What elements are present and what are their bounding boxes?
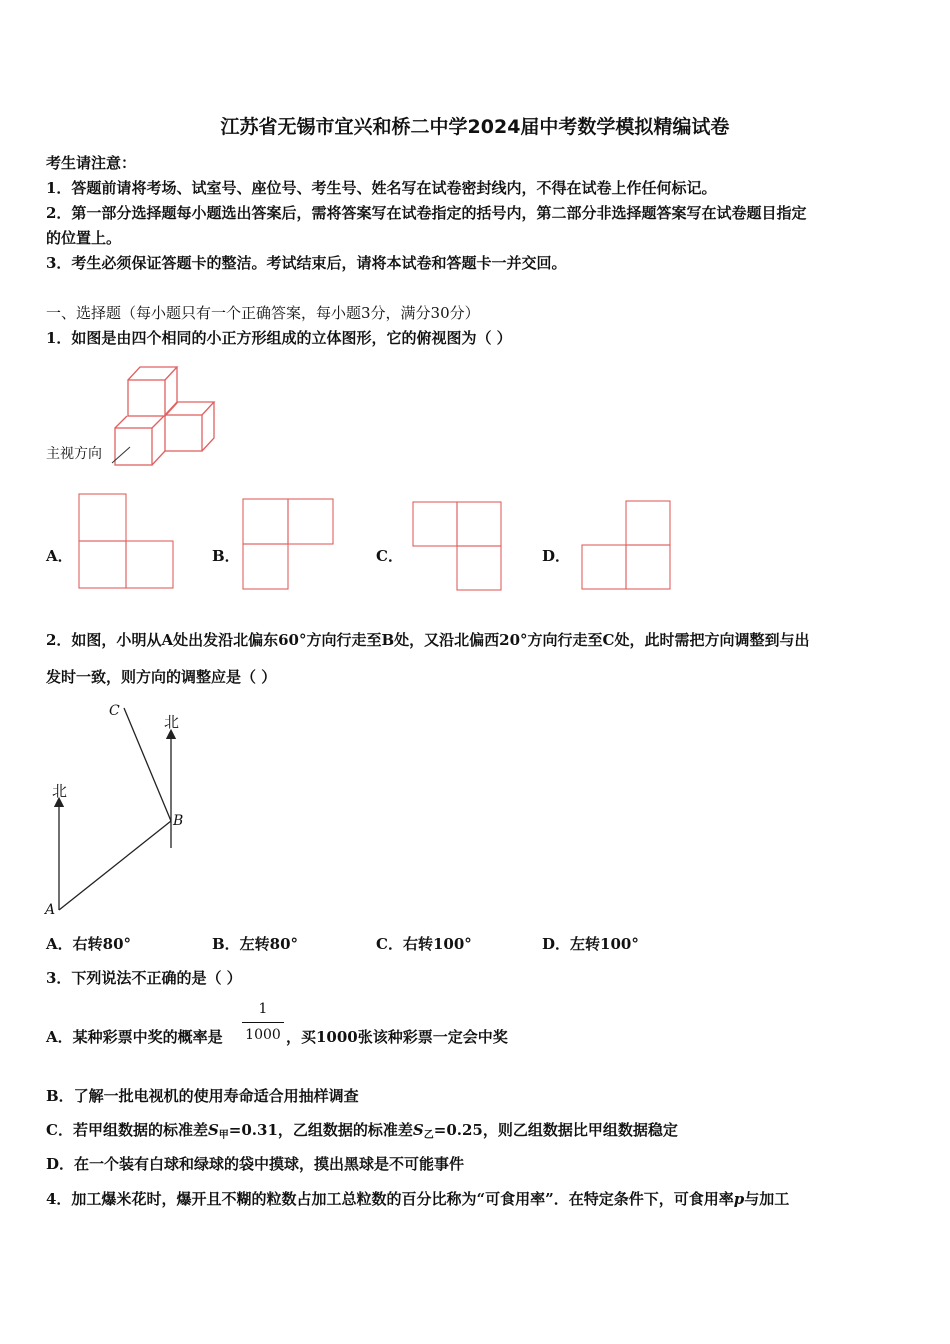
q3-option-b[interactable]: B．了解一批电视机的使用寿命适合用抽样调查 bbox=[46, 1087, 359, 1105]
notice-item-2-cont: 的位置上。 bbox=[46, 229, 122, 247]
notice-item-1: 1．答题前请将考场、试室号、座位号、考生号、姓名写在试卷密封线内，不得在试卷上作任何标记。 bbox=[46, 179, 717, 197]
view-direction-label: 主视方向 bbox=[46, 446, 102, 462]
std-dev-sub-1: 甲 bbox=[218, 1130, 229, 1141]
notice-item-2: 2．第一部分选择题每小题选出答案后，需将答案写在试卷指定的括号内，第二部分非选择题答案写在试卷题目指定 bbox=[46, 204, 807, 222]
q1-option-b-label: B． bbox=[212, 547, 240, 565]
q2-option-c[interactable]: C．右转100° bbox=[376, 935, 472, 953]
q3-option-c-mid: =0.31，乙组数据的标准差 bbox=[228, 1121, 413, 1139]
q2-option-b[interactable]: B．左转80° bbox=[212, 935, 299, 953]
q2-option-d[interactable]: D．左转100° bbox=[542, 935, 639, 953]
page-title: 江苏省无锡市宜兴和桥二中学2024届中考数学模拟精编试卷 bbox=[220, 116, 730, 138]
q3-option-a-suffix: ，买1000张该种彩票一定会中奖 bbox=[286, 1028, 508, 1046]
notice-heading: 考生请注意： bbox=[46, 154, 137, 172]
fraction-denominator: 1000 bbox=[245, 1027, 281, 1043]
q2-option-a[interactable]: A．右转80° bbox=[46, 935, 132, 953]
q1-option-d-label: D． bbox=[542, 547, 571, 565]
q1-stem: 1．如图是由四个相同的小正方形组成的立体图形，它的俯视图为（ ） bbox=[46, 329, 512, 347]
std-dev-sub-2: 乙 bbox=[423, 1130, 434, 1141]
q2-stem-line1: 2．如图，小明从A处出发沿北偏东60°方向行走至B处，又沿北偏西20°方向行走至C处，此时需把方向调整到与出 bbox=[46, 631, 810, 649]
q4-stem-prefix: 4．加工爆米花时，爆开且不糊的粒数占加工总粒数的百分比称为“可食用率”．在特定条件下，可食用率 bbox=[46, 1190, 734, 1208]
q1-option-c-label: C． bbox=[376, 547, 403, 565]
point-c-label: C bbox=[109, 703, 120, 719]
q4-stem bbox=[46, 1188, 789, 1209]
point-a-label: A bbox=[45, 902, 56, 918]
fraction-numerator: 1 bbox=[258, 1001, 268, 1017]
fraction-bar bbox=[242, 1022, 284, 1023]
north-label-b: 北 bbox=[164, 713, 180, 731]
q4-stem-suffix: 与加工 bbox=[744, 1190, 790, 1208]
std-dev-symbol-1: S bbox=[207, 1121, 219, 1139]
q1-option-b-figure[interactable] bbox=[242, 498, 336, 592]
q3-stem: 3．下列说法不正确的是（ ） bbox=[46, 969, 242, 987]
q1-option-d-figure[interactable] bbox=[580, 500, 674, 594]
section-heading: 一、选择题（每小题只有一个正确答案，每小题3分，满分30分） bbox=[46, 304, 480, 322]
q3-option-d[interactable]: D．在一个装有白球和绿球的袋中摸球，摸出黑球是不可能事件 bbox=[46, 1155, 465, 1173]
q4-variable-p: p bbox=[733, 1190, 745, 1208]
q3-option-a-prefix[interactable]: A．某种彩票中奖的概率是 bbox=[46, 1028, 223, 1046]
std-dev-symbol-2: S bbox=[412, 1121, 424, 1139]
q3-option-c-prefix: C．若甲组数据的标准差 bbox=[46, 1121, 208, 1139]
q1-option-a-figure[interactable] bbox=[78, 493, 176, 591]
q1-option-c-figure[interactable] bbox=[412, 501, 504, 593]
north-label-a: 北 bbox=[52, 782, 68, 800]
q1-cube-figure bbox=[100, 360, 230, 475]
point-b-label: B bbox=[173, 813, 184, 829]
q1-option-a-label: A． bbox=[46, 547, 73, 565]
notice-item-3: 3．考生必须保证答题卡的整洁。考试结束后，请将本试卷和答题卡一并交回。 bbox=[46, 254, 567, 272]
q2-stem-line2: 发时一致，则方向的调整应是（ ） bbox=[46, 668, 277, 686]
q3-option-c-suffix: =0.25，则乙组数据比甲组数据稳定 bbox=[433, 1121, 678, 1139]
q3-option-c[interactable] bbox=[46, 1119, 678, 1140]
